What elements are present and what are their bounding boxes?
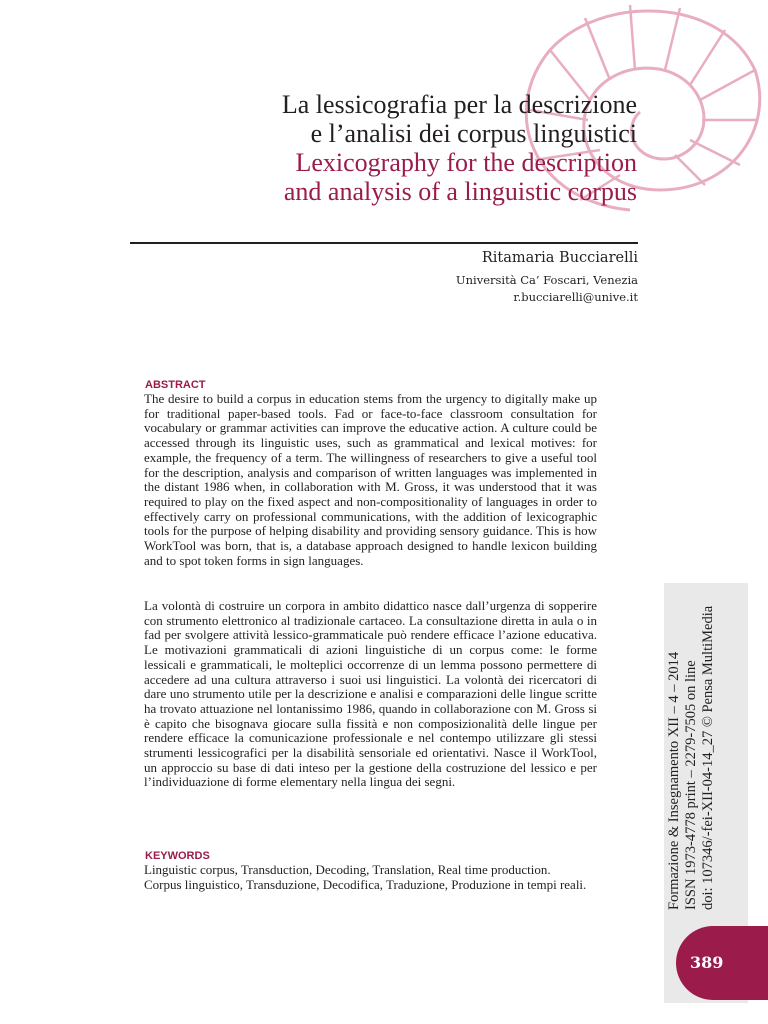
author-name: Ritamaria Bucciarelli (481, 250, 638, 266)
author-affiliation: Università Ca’ Foscari, Venezia (455, 273, 638, 287)
journal-line-1: Formazione & Insegnamento XII – 4 – 2014 (666, 651, 682, 910)
title-italian-line-2: e l’analisi dei corpus linguistici (310, 119, 637, 148)
page-number-tab (676, 926, 768, 1000)
title-italian-line-1: La lessicografia per la descrizione (281, 90, 637, 119)
title-english-line-2: and analysis of a linguistic corpus (283, 177, 637, 206)
journal-line-2: ISSN 1973-4778 print – 2279-7505 on line (683, 660, 699, 910)
keywords-label: KEYWORDS (145, 850, 210, 862)
title-english-line-1: Lexicography for the description (295, 148, 637, 177)
author-email: r.bucciarelli@unive.it (513, 290, 638, 304)
author-block (456, 250, 638, 306)
keywords-english: Linguistic corpus, Transduction, Decoding, Translation, Real time production. (144, 862, 551, 877)
abstract-italian: La volontà di costruire un corpora in ambito didattico nasce dall’urgenza di sopperire con strumento elettronico al tradizionale cartaceo. La consultazione diretta in aula o in fad per svolgere attività lessico-grammaticale può rendere efficace l’azione educativa. Le motivazioni grammaticali di azioni linguistiche di un corpus come: le forme lessicali e grammaticali, le molteplici occorrenze di un lemma possono permettere di accedere ad una cultura attraverso i suoi usi linguistici. La volontà dei ricercatori di dare uno strumento utile per la descrizione e analisi e comparazioni delle lingue scritte ha trovato attuazione nel lontanissimo 1986, quando in collaborazione con M. Gross si è capito che bisognava giocare sulla fissità e non composizionalità delle lingue per rendere efficace la comunicazione professionale e nel contempo utilizzare gli stessi strumenti lessicografici per la disabilità sensoriale ed orientativi. Nasce il WorkTool, un approccio su base di dati inteso per la gestione della costruzione del lessico e per l’individuazione di forme elementary nella lingua dei segni. (144, 598, 597, 790)
journal-line-3: doi: 107346/-fei-XII-04-14_27 © Pensa MultiMedia (700, 605, 716, 910)
journal-info (666, 580, 717, 910)
title-divider (130, 242, 638, 244)
keywords-block (144, 863, 597, 892)
article-title (282, 90, 637, 206)
abstract-label: ABSTRACT (145, 379, 206, 391)
keywords-italian: Corpus linguistico, Transduzione, Decodifica, Traduzione, Produzione in tempi reali. (144, 876, 587, 892)
page-number: 389 (690, 953, 724, 972)
abstract-english: The desire to build a corpus in education stems from the urgency to digitally make up for traditional paper-based tools. Fad or face-to-face classroom consultation for vocabulary or grammar activities can improve the educative action. A culture could be accessed through its linguistic uses, such as grammatical and lexical motives: for example, the frequency of a term. The willingness of researchers to give a useful tool for the description, analysis and comparison of written languages was implemented in the distant 1986 when, in collaboration with M. Gross, it was understood that it was required to play on the fixed aspect and non-compositionality of languages in order to effectively carry on professional communications, with the addition of lexicographic tools for the purpose of helping disability and providing sensory guidance. This is how WorkTool was born, that is, a database approach designed to handle lexicon building and to spot token forms in sign languages. (144, 391, 597, 568)
